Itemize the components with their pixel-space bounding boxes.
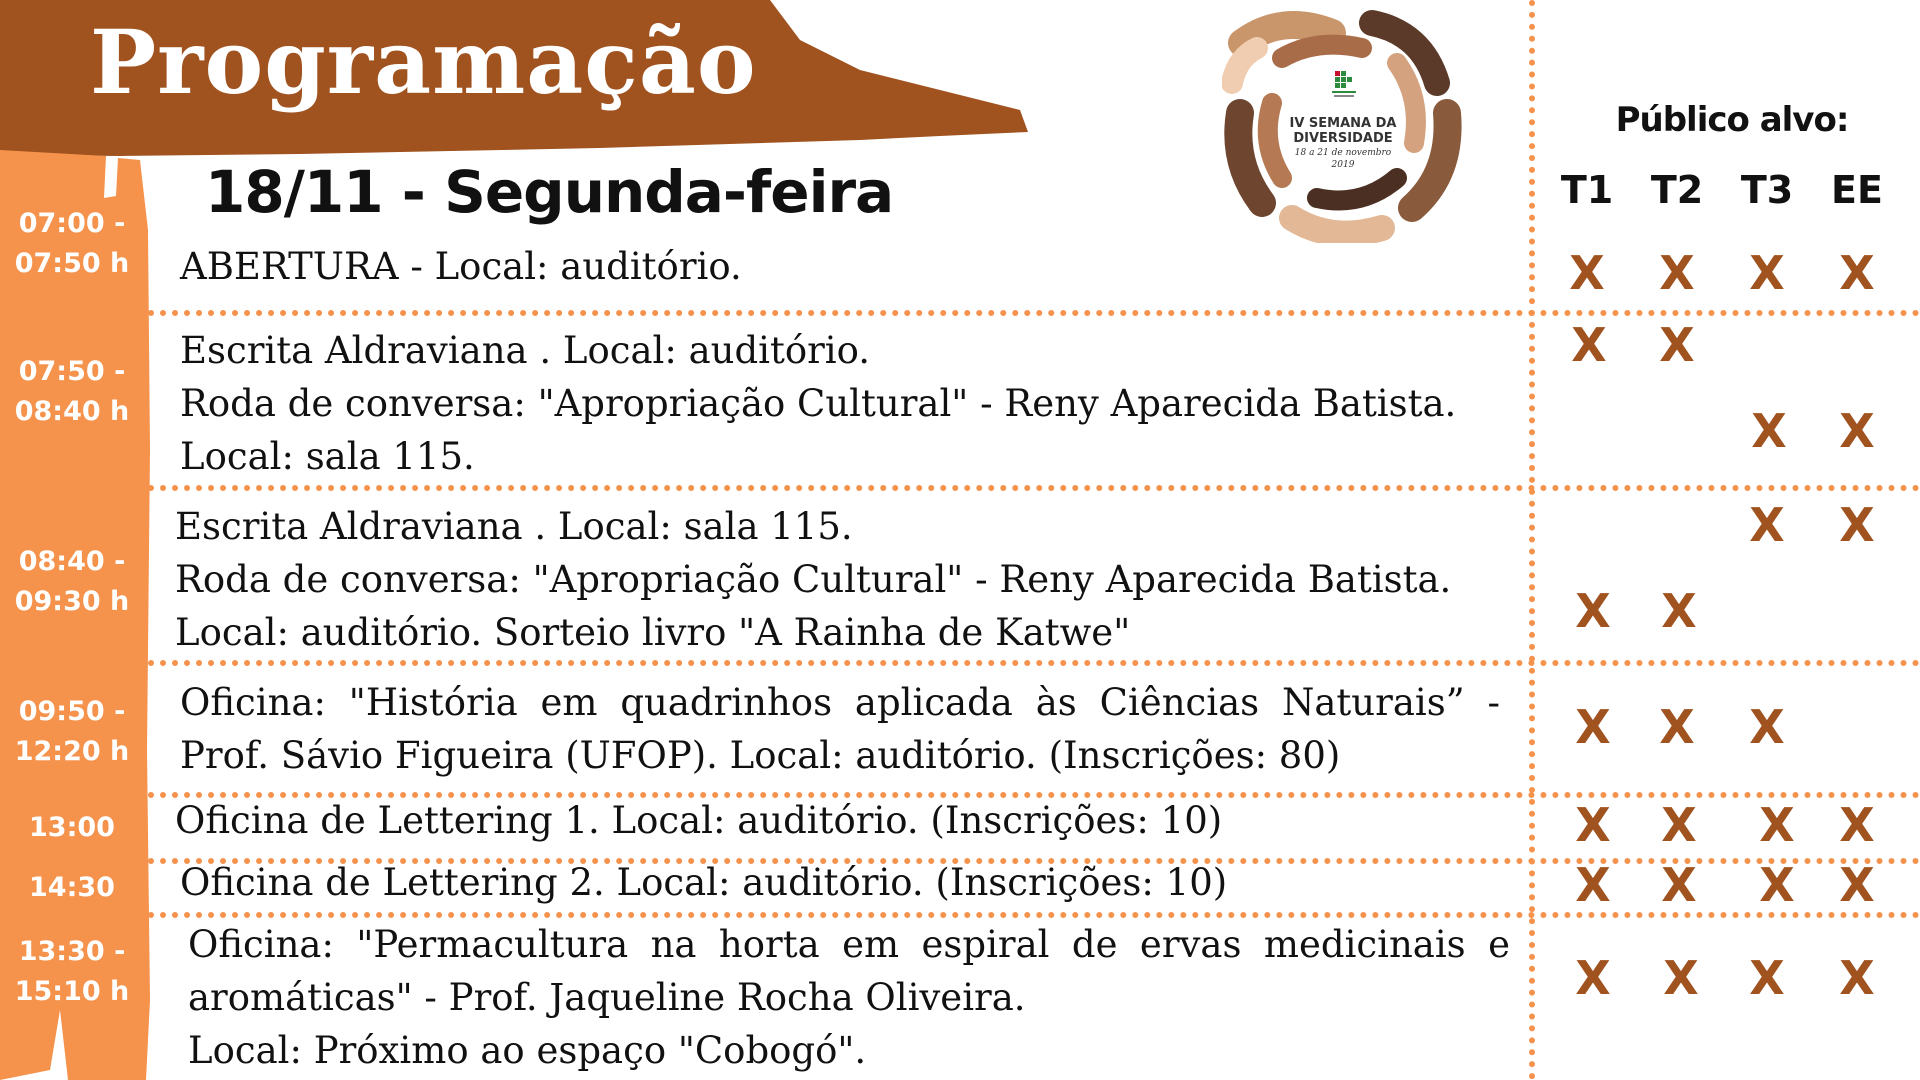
- audience-col-t3: T3: [1740, 168, 1794, 212]
- audience-mark: X: [1661, 858, 1697, 912]
- time-slot: 13:00: [29, 812, 115, 843]
- audience-mark: X: [1749, 246, 1785, 300]
- audience-mark: X: [1839, 498, 1875, 552]
- row-activity: ABERTURA - Local: auditório.: [180, 245, 742, 288]
- audience-mark: X: [1839, 858, 1875, 912]
- audience-mark: X: [1839, 951, 1875, 1005]
- time-slot: 14:30: [29, 872, 115, 903]
- page-title: Programação: [90, 10, 757, 114]
- logo-line2: DIVERSIDADE: [1293, 131, 1393, 146]
- audience-mark: X: [1839, 246, 1875, 300]
- audience-mark: X: [1749, 951, 1785, 1005]
- row-activity: Escrita Aldraviana . Local: sala 115. Roda de conversa: "Apropriação Cultural" - Reny Aparecida Batista. Local: auditório. Sorteio livro "A Rainha de Katwe": [175, 505, 1452, 654]
- audience-mark: X: [1759, 798, 1795, 852]
- audience-mark: X: [1661, 584, 1697, 638]
- audience-mark: X: [1659, 246, 1695, 300]
- audience-mark: X: [1571, 318, 1607, 372]
- time-slot: 07:00 - 07:50 h: [14, 208, 130, 279]
- audience-mark: X: [1661, 798, 1697, 852]
- audience-mark: X: [1839, 404, 1875, 458]
- audience-mark: X: [1663, 951, 1699, 1005]
- time-slot: 08:40 - 09:30 h: [14, 546, 130, 617]
- audience-mark: X: [1575, 798, 1611, 852]
- row-divider: [148, 310, 1920, 316]
- audience-mark: X: [1575, 858, 1611, 912]
- row-divider: [148, 485, 1920, 491]
- logo-line1: IV SEMANA DA: [1289, 116, 1397, 131]
- audience-mark: X: [1839, 798, 1875, 852]
- date-heading: 18/11 - Segunda-feira: [205, 158, 894, 226]
- audience-mark: X: [1759, 858, 1795, 912]
- time-slot: 09:50 - 12:20 h: [14, 696, 130, 767]
- audience-mark: X: [1659, 700, 1695, 754]
- audience-mark: X: [1575, 584, 1611, 638]
- audience-col-ee: EE: [1831, 168, 1883, 212]
- audience-mark: X: [1569, 246, 1605, 300]
- audience-mark: X: [1751, 404, 1787, 458]
- audience-mark: X: [1575, 700, 1611, 754]
- row-activity: Oficina de Lettering 1. Local: auditório. (Inscrições: 10): [175, 799, 1223, 842]
- audience-col-t1: T1: [1560, 168, 1614, 212]
- audience-mark: X: [1749, 498, 1785, 552]
- row-divider: [148, 660, 1920, 666]
- audience-col-t2: T2: [1650, 168, 1704, 212]
- column-divider: [1529, 0, 1535, 1080]
- audience-title: Público alvo:: [1615, 100, 1849, 140]
- row-activity: Oficina: "História em quadrinhos aplicada às Ciências Naturais” - Prof. Sávio Figueira (UFOP). Local: auditório. (Inscrições: 80): [180, 681, 1500, 777]
- logo-dates: 18 a 21 de novembro: [1294, 148, 1392, 158]
- row-activity: Escrita Aldraviana . Local: auditório. Roda de conversa: "Apropriação Cultural" - Reny Aparecida Batista. Local: sala 115.: [180, 329, 1457, 478]
- row-activity: Oficina de Lettering 2. Local: auditório. (Inscrições: 10): [180, 861, 1228, 904]
- time-slot: 07:50 - 08:40 h: [14, 356, 130, 427]
- audience-mark: X: [1575, 951, 1611, 1005]
- logo-year: 2019: [1331, 160, 1355, 170]
- audience-mark: X: [1749, 700, 1785, 754]
- row-activity: Oficina: "Permacultura na horta em espiral de ervas medicinais e aromáticas" - Prof. Jaqueline Rocha Oliveira. Local: Próximo ao espaço "Cobogó".: [188, 923, 1510, 1072]
- event-logo: [1222, 3, 1464, 243]
- time-slot: 13:30 - 15:10 h: [14, 936, 130, 1007]
- audience-mark: X: [1659, 318, 1695, 372]
